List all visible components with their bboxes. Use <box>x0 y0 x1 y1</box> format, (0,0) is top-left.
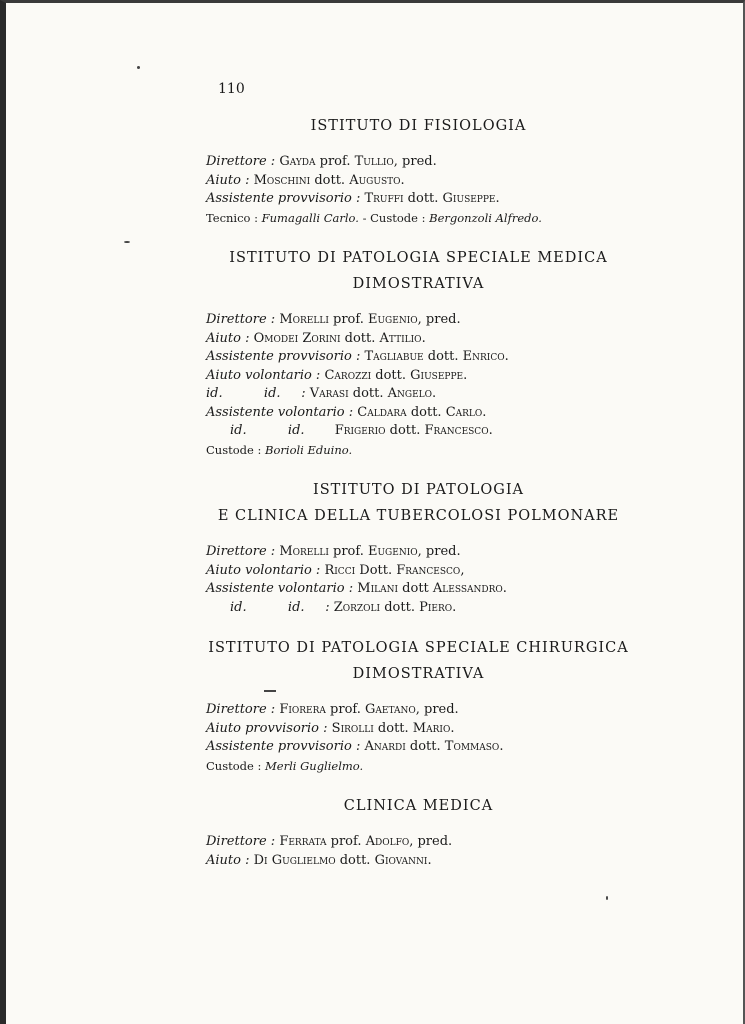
staff-title: prof. <box>325 702 366 717</box>
staff-entry <box>206 757 631 776</box>
staff-title: dott. <box>335 852 375 868</box>
staff-title: - Custode : <box>358 210 430 225</box>
section-title <box>206 635 631 687</box>
staff-surname: Fiorera <box>279 702 326 717</box>
staff-role: id. id. : <box>230 599 330 615</box>
section-title-line: ISTITUTO DI PATOLOGIA <box>312 482 525 498</box>
staff-role: Direttore : <box>206 312 276 327</box>
staff-suffix: . <box>427 852 432 868</box>
staff-suffix: . <box>488 423 493 438</box>
section-title-line: ISTITUTO DI PATOLOGIA SPECIALE CHIRURGICA <box>208 640 629 656</box>
staff-title: dott. <box>405 739 445 754</box>
staff-firstname: Alessandro <box>432 581 503 596</box>
staff-role: Aiuto volontario : <box>206 562 321 578</box>
staff-role: id. id. : <box>206 386 306 401</box>
staff-suffix: . <box>450 720 455 736</box>
scan-speck <box>124 241 130 243</box>
staff-entry <box>206 720 631 739</box>
staff-entry <box>206 153 631 172</box>
page-number: 110 <box>218 81 245 97</box>
staff-firstname: Giovanni <box>374 852 428 868</box>
scan-speck <box>264 690 276 692</box>
staff-suffix: . <box>421 330 426 346</box>
staff-firstname: Enrico <box>462 349 505 364</box>
staff-entry <box>206 701 631 720</box>
staff-role: Tecnico : <box>206 210 259 225</box>
staff-surname: Varasi <box>309 386 349 401</box>
staff-entry <box>206 599 631 618</box>
staff-entry <box>206 404 631 423</box>
staff-surname: Di Guglielmo <box>253 852 336 868</box>
staff-surname: Caldara <box>357 404 407 420</box>
staff-role: Assistente volontario : <box>206 404 354 420</box>
staff-entry <box>206 172 631 191</box>
staff-surname: Borioli Eduino. <box>265 442 353 457</box>
staff-title: dott. <box>348 386 388 401</box>
staff-entry <box>206 311 631 330</box>
staff-firstname: Francesco <box>424 423 489 438</box>
staff-title: dott. <box>403 191 443 206</box>
staff-surname: Ricci <box>324 562 356 578</box>
staff-firstname: Mario <box>412 720 451 736</box>
staff-suffix: . <box>504 349 509 364</box>
staff-title: Dott. <box>355 562 397 578</box>
staff-surname: Zorzoli <box>333 599 381 615</box>
staff-firstname: Tommaso <box>444 739 500 754</box>
staff-suffix: . <box>499 739 504 754</box>
staff-surname: Ferrata <box>279 834 327 849</box>
staff-title: prof. <box>326 834 366 849</box>
staff-title: prof. <box>315 154 355 169</box>
staff-role: Direttore : <box>206 154 276 169</box>
staff-firstname: Francesco <box>396 562 461 578</box>
staff-suffix: , pred. <box>393 154 437 169</box>
staff-role: id. id. <box>230 423 305 438</box>
section-title-line: ISTITUTO DI FISIOLOGIA <box>310 118 527 134</box>
staff-entry <box>206 190 631 209</box>
staff-surname: Fumagalli Carlo. <box>261 210 359 225</box>
section-title <box>206 113 631 139</box>
staff-firstname: Eugenio <box>367 544 418 559</box>
staff-firstname: Augusto <box>349 172 401 188</box>
staff-surname: Morelli <box>279 544 329 559</box>
staff-surname: Milani <box>357 581 399 596</box>
staff-firstname: Piero <box>419 599 453 615</box>
staff-title: dott. <box>340 330 380 346</box>
staff-entry <box>206 367 631 386</box>
staff-title: dott. <box>406 404 446 420</box>
staff-surname: Frigerio <box>334 423 386 438</box>
section-title-line: ISTITUTO DI PATOLOGIA SPECIALE MEDICA <box>229 250 608 266</box>
staff-firstname: Giuseppe <box>410 367 464 383</box>
staff-surname: Sirolli <box>331 720 374 736</box>
staff-role: Assistente provvisorio : <box>206 739 361 754</box>
staff-title: dott. <box>371 367 411 383</box>
section-title <box>206 793 631 819</box>
staff-entry <box>206 543 631 562</box>
staff-entry <box>206 562 631 581</box>
section-patologia-speciale-chirurgica <box>206 635 631 775</box>
staff-suffix: , pred. <box>417 544 461 559</box>
staff-role: Aiuto : <box>206 330 250 346</box>
staff-suffix: . <box>463 367 468 383</box>
staff-surname: Gayda <box>279 154 316 169</box>
section-istituto-fisiologia <box>206 113 631 227</box>
staff-title: dott. <box>380 599 420 615</box>
staff-firstname: Carlo <box>445 404 483 420</box>
staff-firstname: Angelo <box>387 386 433 401</box>
staff-suffix: . <box>502 581 507 596</box>
staff-role: Assistente provvisorio : <box>206 191 361 206</box>
staff-suffix: . <box>432 386 437 401</box>
staff-entry <box>206 852 631 871</box>
staff-surname: Carozzi <box>324 367 372 383</box>
staff-role: Custode : <box>206 442 262 457</box>
section-title-line: CLINICA MEDICA <box>343 798 494 814</box>
page-content <box>206 113 631 888</box>
staff-firstname: Tullio <box>354 154 394 169</box>
staff-title: prof. <box>328 544 368 559</box>
section-title-line: DIMOSTRATIVA <box>352 666 485 682</box>
staff-firstname: Gaetano <box>365 702 416 717</box>
staff-surname: Tagliabue <box>364 349 424 364</box>
staff-surname: Omodei Zorini <box>253 330 341 346</box>
section-clinica-medica <box>206 793 631 870</box>
staff-role: Aiuto volontario : <box>206 367 321 383</box>
staff-suffix: . <box>495 191 500 206</box>
staff-role: Direttore : <box>206 834 276 849</box>
staff-entry <box>206 385 631 404</box>
staff-surname: Merli Guglielmo. <box>265 758 364 773</box>
staff-role: Assistente provvisorio : <box>206 349 361 364</box>
staff-title: prof. <box>328 312 368 327</box>
staff-firstname: Bergonzoli Alfredo. <box>429 210 542 225</box>
section-title-line: E CLINICA DELLA TUBERCOLOSI POLMONARE <box>217 508 620 524</box>
staff-suffix: , pred. <box>409 834 453 849</box>
staff-role: Direttore : <box>206 702 276 717</box>
staff-title: dott. <box>373 720 413 736</box>
staff-suffix: . <box>452 599 457 615</box>
section-patologia-speciale-medica <box>206 245 631 459</box>
staff-entry <box>206 209 631 228</box>
staff-surname: Morelli <box>279 312 329 327</box>
staff-role: Aiuto : <box>206 852 250 868</box>
staff-entry <box>206 738 631 757</box>
staff-entry <box>206 348 631 367</box>
staff-suffix: , pred. <box>417 312 461 327</box>
staff-surname: Truffi <box>364 191 404 206</box>
staff-surname: Moschini <box>253 172 311 188</box>
staff-role: Custode : <box>206 758 262 773</box>
staff-surname: Anardi <box>364 739 406 754</box>
staff-suffix: , pred. <box>415 702 459 717</box>
staff-title: dott. <box>310 172 350 188</box>
staff-firstname: Attilio <box>379 330 422 346</box>
staff-role: Assistente volontario : <box>206 581 354 596</box>
staff-title: dott <box>398 581 433 596</box>
staff-title: dott. <box>423 349 463 364</box>
staff-role: Aiuto provvisorio : <box>206 720 328 736</box>
scan-speck <box>137 66 140 69</box>
scan-speck <box>606 896 608 900</box>
staff-entry <box>206 580 631 599</box>
staff-suffix: . <box>400 172 405 188</box>
staff-title: dott. <box>385 423 425 438</box>
staff-firstname: Adolfo <box>365 834 410 849</box>
staff-entry <box>206 330 631 349</box>
staff-entry <box>206 833 631 852</box>
section-title <box>206 245 631 297</box>
section-title-line: DIMOSTRATIVA <box>352 276 485 292</box>
staff-role: Aiuto : <box>206 172 250 188</box>
staff-entry <box>206 422 631 441</box>
staff-suffix: . <box>482 404 487 420</box>
staff-role: Direttore : <box>206 544 276 559</box>
staff-suffix: , <box>460 562 465 578</box>
staff-firstname: Eugenio <box>367 312 418 327</box>
section-title <box>206 477 631 529</box>
staff-entry <box>206 441 631 460</box>
staff-firstname: Giuseppe <box>442 191 496 206</box>
section-clinica-tubercolosi <box>206 477 631 617</box>
